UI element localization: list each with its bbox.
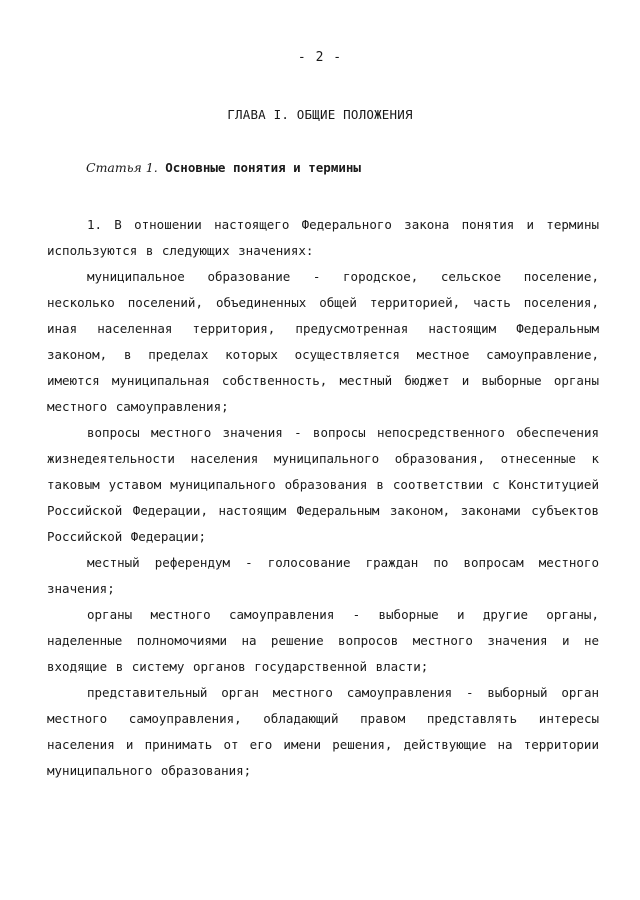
article-body: [47, 212, 599, 784]
paragraph-municipal-formation: муниципальное образование - городское, сельское поселение, несколько поселений, объединенных общей территорией, часть поселения, иная населенная территория, предусмотренная настоящим Федеральным законом, в пределах которых осуществляется местное самоуправление, имеются муниципальная собственность, местный бюджет и выборные органы местного самоуправления;: [47, 269, 599, 414]
paragraph-local-bodies: органы местного самоуправления - выборные и другие органы, наделенные полномочиями на решение вопросов местного значения и не входящие в систему органов государственной власти;: [47, 607, 599, 674]
page-number: - 2 -: [297, 50, 343, 65]
paragraph-intro: 1. В отношении настоящего Федерального закона понятия и термины используются в следующих значениях:: [47, 217, 599, 258]
article-title: Основные понятия и термины: [165, 160, 361, 175]
article-label: Статья 1.: [86, 160, 158, 175]
paragraph-local-referendum: местный референдум - голосование граждан по вопросам местного значения;: [47, 555, 599, 596]
chapter-title: ГЛАВА I. ОБЩИЕ ПОЛОЖЕНИЯ: [227, 107, 413, 122]
paragraph-local-issues: вопросы местного значения - вопросы непосредственного обеспечения жизнедеятельности населения муниципального образования, отнесенные к таковым уставом муниципального образования в соответствии с Конституцией Российской Федерации, настоящим Федеральным законом, законами субъектов Российской Федерации;: [47, 425, 599, 544]
paragraph-representative-body: представительный орган местного самоуправления - выборный орган местного самоуправления, обладающий правом представлять интересы населения и принимать от его имени решения, действующие на территории муниципального образования;: [47, 685, 599, 778]
article-heading: [86, 160, 361, 175]
